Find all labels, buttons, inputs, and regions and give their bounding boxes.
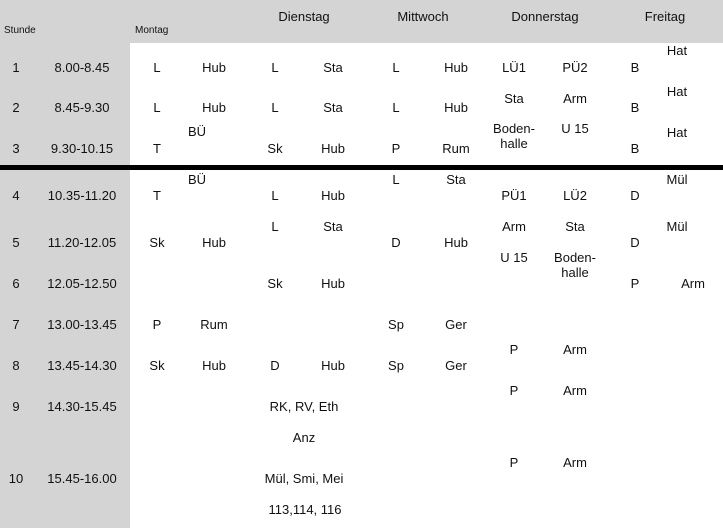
schedule-cell: 113,114, 116 (268, 502, 342, 517)
schedule-cell: B (630, 141, 640, 156)
schedule-cell: L (392, 60, 400, 75)
schedule-cell: U 15 (561, 121, 589, 136)
period-time: 10.35-11.20 (47, 188, 117, 203)
schedule-cell: Sk (149, 235, 165, 250)
header-donnerstag: Donnerstag (511, 9, 579, 24)
period-number: 10 (8, 471, 24, 486)
schedule-cell: Rum (442, 141, 470, 156)
period-number: 8 (12, 358, 20, 373)
period-number: 1 (12, 60, 20, 75)
schedule-cell: L (271, 188, 279, 203)
schedule-cell: Hub (321, 358, 345, 373)
period-number: 3 (12, 141, 20, 156)
schedule-cell: B (630, 100, 640, 115)
schedule-cell: Hub (444, 100, 468, 115)
schedule-cell: D (391, 235, 401, 250)
schedule-cell: Sk (267, 276, 283, 291)
schedule-cell: T (153, 141, 161, 156)
schedule-cell: L (271, 100, 279, 115)
schedule-cell: Anz (292, 430, 316, 445)
schedule-cell: LÜ2 (563, 188, 587, 203)
schedule-cell: P (152, 317, 162, 332)
schedule-cell: D (630, 235, 640, 250)
schedule-cell: T (153, 188, 161, 203)
schedule-cell: Hub (321, 276, 345, 291)
period-number: 4 (12, 188, 20, 203)
schedule-cell: Sk (149, 358, 165, 373)
schedule-cell: Mül (666, 219, 688, 234)
period-time: 12.05-12.50 (47, 276, 117, 291)
period-time: 11.20-12.05 (47, 235, 117, 250)
schedule-cell: halle (561, 265, 589, 280)
schedule-cell: B (630, 60, 640, 75)
schedule-cell: Mül (666, 172, 688, 187)
schedule-cell: Hub (202, 358, 226, 373)
schedule-cell: L (271, 60, 279, 75)
period-number: 5 (12, 235, 20, 250)
schedule-cell: Hub (202, 235, 226, 250)
schedule-cell: Boden- (554, 250, 596, 265)
schedule-cell: Arm (563, 91, 587, 106)
header-montag: Montag (135, 25, 169, 36)
schedule-cell: Hub (321, 188, 345, 203)
schedule-cell: Sta (323, 100, 343, 115)
schedule-cell: P (509, 342, 519, 357)
time-column-background (0, 0, 130, 528)
period-time: 8.00-8.45 (54, 60, 110, 75)
period-time: 15.45-16.00 (47, 471, 117, 486)
schedule-cell: Sp (388, 358, 404, 373)
schedule-cell: Sta (323, 219, 343, 234)
period-number: 6 (12, 276, 20, 291)
schedule-cell: Hat (666, 84, 688, 99)
period-time: 8.45-9.30 (54, 100, 110, 115)
schedule-cell: L (271, 219, 279, 234)
header-mittwoch: Mittwoch (397, 9, 449, 24)
schedule-cell: Hub (202, 60, 226, 75)
period-number: 7 (12, 317, 20, 332)
header-stunde: Stunde (4, 25, 36, 36)
schedule-cell: Sta (446, 172, 466, 187)
schedule-cell: Rum (200, 317, 228, 332)
schedule-cell: P (509, 383, 519, 398)
schedule-cell: P (630, 276, 640, 291)
schedule-cell: Sk (267, 141, 283, 156)
schedule-cell: Hat (666, 43, 688, 58)
schedule-cell: Sp (388, 317, 404, 332)
schedule-cell: P (509, 455, 519, 470)
schedule-cell: Arm (502, 219, 526, 234)
schedule-cell: PÜ1 (501, 188, 527, 203)
schedule-cell: Hub (444, 60, 468, 75)
schedule-cell: BÜ (187, 124, 207, 139)
schedule-cell: RK, RV, Eth (269, 399, 339, 414)
schedule-cell: L (153, 60, 161, 75)
period-number: 2 (12, 100, 20, 115)
schedule-cell: Hub (444, 235, 468, 250)
schedule-cell: D (270, 358, 280, 373)
schedule-cell: halle (500, 136, 528, 151)
schedule-cell: L (392, 172, 400, 187)
schedule-cell: L (392, 100, 400, 115)
header-dienstag: Dienstag (278, 9, 330, 24)
schedule-cell: Boden- (493, 121, 535, 136)
schedule-cell: Ger (445, 317, 467, 332)
period-number: 9 (12, 399, 20, 414)
schedule-cell: P (391, 141, 401, 156)
schedule-cell: D (630, 188, 640, 203)
period-time: 14.30-15.45 (47, 399, 117, 414)
period-time: 13.00-13.45 (47, 317, 117, 332)
schedule-cell: Sta (504, 91, 524, 106)
schedule-cell: Hat (666, 125, 688, 140)
schedule-cell: PÜ2 (562, 60, 588, 75)
schedule-cell: L (153, 100, 161, 115)
header-freitag: Freitag (644, 9, 686, 24)
schedule-cell: LÜ1 (502, 60, 526, 75)
schedule-cell: Arm (563, 383, 587, 398)
schedule-cell: Arm (681, 276, 705, 291)
schedule-cell: Hub (321, 141, 345, 156)
schedule-cell: Arm (563, 342, 587, 357)
schedule-cell: Arm (563, 455, 587, 470)
schedule-cell: BÜ (187, 172, 207, 187)
schedule-cell: Ger (445, 358, 467, 373)
schedule-cell: Hub (202, 100, 226, 115)
schedule-cell: U 15 (500, 250, 528, 265)
period-time: 9.30-10.15 (50, 141, 114, 156)
period-time: 13.45-14.30 (47, 358, 117, 373)
schedule-cell: Sta (323, 60, 343, 75)
schedule-cell: Sta (565, 219, 585, 234)
schedule-cell: Mül, Smi, Mei (264, 471, 344, 486)
break-divider (0, 165, 723, 170)
